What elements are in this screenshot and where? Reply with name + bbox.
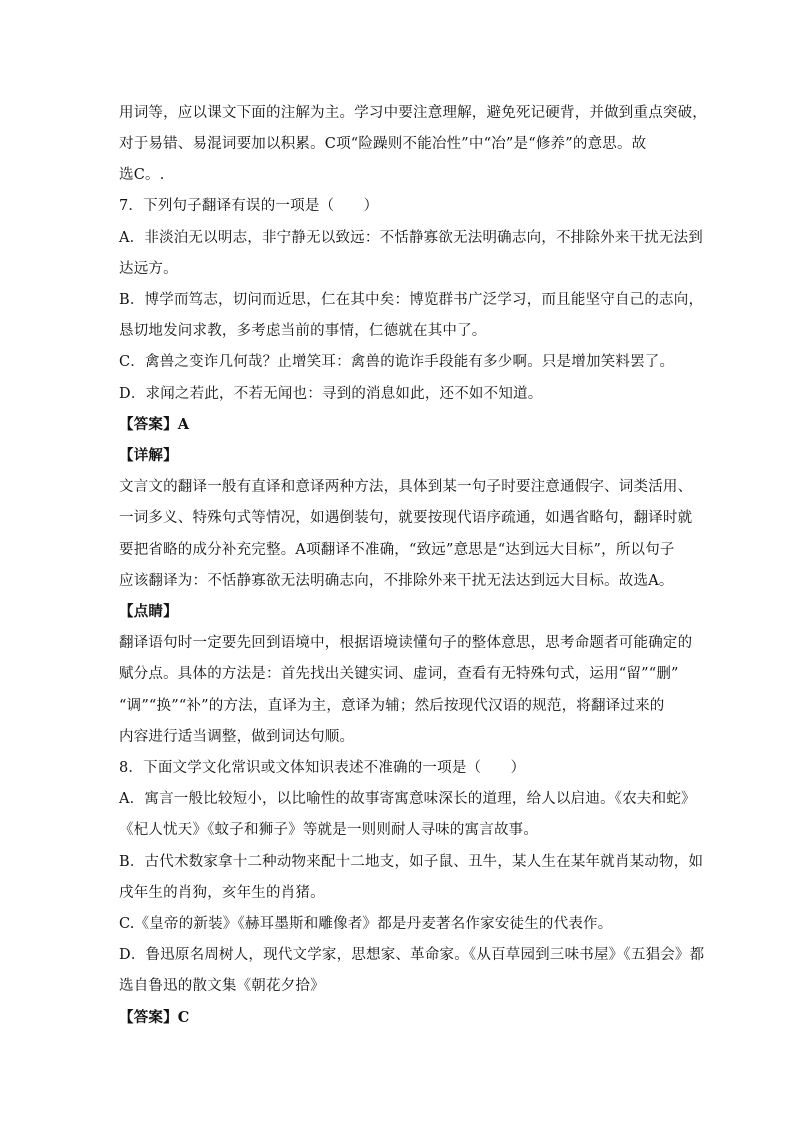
text-line: 要把省略的成分补充完整。A项翻译不准确，“致远”意思是“达到远大目标”，所以句子	[119, 542, 675, 558]
question-7-title: 7．下列句子翻译有误的一项是（ ）	[119, 198, 379, 214]
option-a-cont: 达远方。	[119, 261, 178, 277]
question-8-title: 8．下面文学文化常识或文体知识表述不准确的一项是（ ）	[119, 760, 526, 776]
option-d: D．求闻之若此，不若无闻也：寻到的消息如此，还不如不知道。	[119, 386, 543, 402]
text-line: “调”“换”“补”的方法，直译为主，意译为辅；然后按现代汉语的规范，将翻译过来的	[119, 698, 665, 714]
tip-label: 【点睛】	[119, 603, 178, 620]
text-line: 翻译语句时一定要先回到语境中，根据语境读懂句子的整体意思，思考命题者可能确定的	[119, 635, 693, 651]
text-line: 选C。.	[119, 167, 165, 183]
option-a: A．寓言一般比较短小，以比喻性的故事寄寓意味深长的道理，给人以启迪。《农夫和蛇》	[119, 791, 696, 807]
option-c: C.《皇帝的新装》《赫耳墨斯和雕像者》都是丹麦著名作家安徒生的代表作。	[119, 916, 613, 932]
option-c: C．禽兽之变诈几何哉？止增笑耳：禽兽的诡诈手段能有多少啊。只是增加笑料罢了。	[119, 354, 675, 370]
text-line: 一词多义、特殊句式等情况，如遇倒装句，就要按现代语序疏通，如遇省略句，翻译时就	[119, 510, 693, 526]
detail-label: 【详解】	[119, 447, 178, 464]
option-d: D．鲁迅原名周树人，现代文学家，思想家、革命家。《从百草园到三味书屋》《五猖会》都	[119, 947, 705, 963]
option-d-cont: 选自鲁迅的散文集《朝花夕拾》	[119, 978, 325, 994]
answer-label: 【答案】A	[119, 416, 190, 433]
option-a: A．非淡泊无以明志，非宁静无以致远：不恬静寡欲无法明确志向，不排除外来干扰无法到	[119, 230, 703, 246]
option-b-cont: 戌年生的肖狗，亥年生的肖猪。	[119, 885, 325, 901]
answer-label: 【答案】C	[119, 1009, 190, 1026]
text-line: 文言文的翻译一般有直译和意译两种方法，具体到某一句子时要注意通假字、词类活用、	[119, 479, 693, 495]
text-line: 对于易错、易混词要加以积累。C项“险躁则不能冶性”中“冶”是“修养”的意思。故	[119, 136, 647, 152]
option-a-cont: 《杞人忧天》《蚊子和狮子》等就是一则则耐人寻味的寓言故事。	[119, 822, 539, 838]
option-b-cont: 恳切地发问求教，多考虑当前的事情，仁德就在其中了。	[119, 323, 487, 339]
text-line: 赋分点。具体的方法是：首先找出关键实词、虚词，查看有无特殊句式，运用“留”“删”	[119, 666, 679, 682]
text-line: 用词等，应以课文下面的注解为主。学习中要注意理解，避免死记硬背，并做到重点突破，	[119, 105, 707, 121]
option-b: B．古代术数家拿十二种动物来配十二地支，如子鼠、丑牛，某人生在某年就肖某动物，如	[119, 854, 704, 870]
text-line: 应该翻译为：不恬静寡欲无法明确志向，不排除外来干扰无法达到远大目标。故选A。	[119, 573, 674, 589]
option-b: B．博学而笃志，切问而近思，仁在其中矣：博览群书广泛学习，而且能坚守自己的志向，	[119, 292, 704, 308]
text-line: 内容进行适当调整，做到词达句顺。	[119, 729, 355, 745]
